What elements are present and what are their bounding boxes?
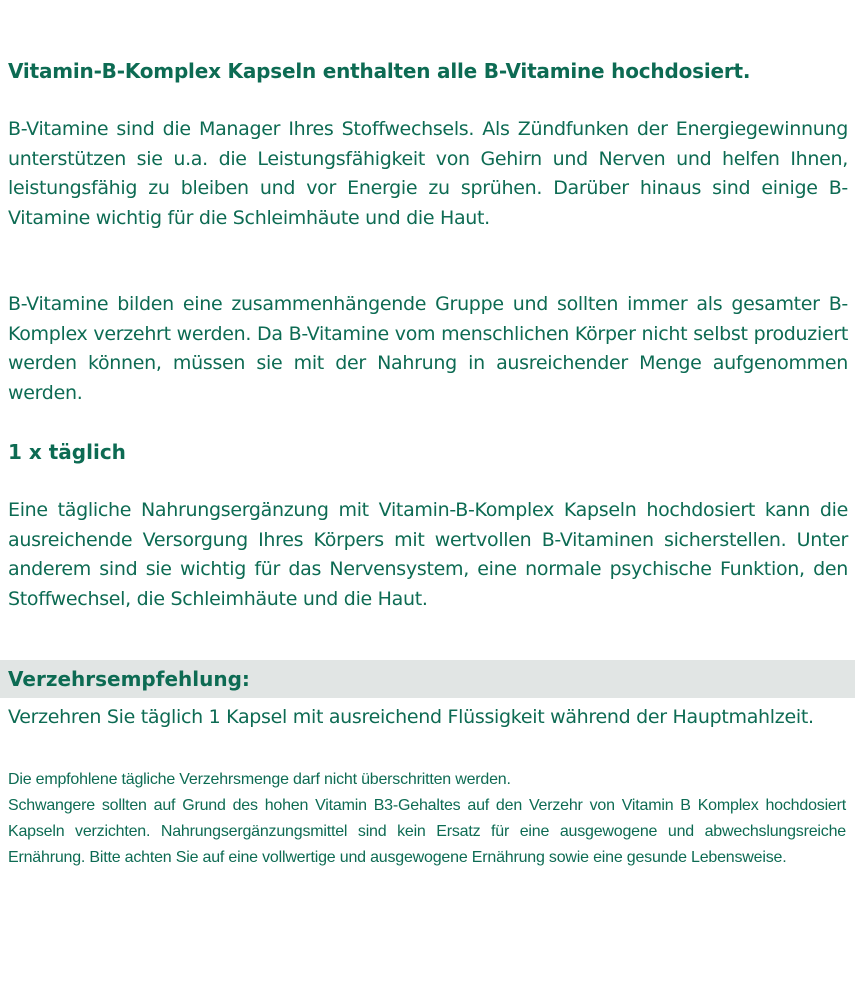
- product-headline: Vitamin-B-Komplex Kapseln enthalten alle B-Vitamine hochdosiert.: [8, 59, 751, 83]
- intake-limit-note: Die empfohlene tägliche Verzehrsmenge darf nicht überschritten werden.: [8, 771, 511, 788]
- intro-paragraph: B-Vitamine sind die Manager Ihres Stoffwechsels. Als Zündfunken der Energiegewinnung unterstützen sie u.a. die Leistungsfähigkeit von Gehirn und Nerven und helfen Ihnen, leistungsfähig zu bleiben und vor Energie zu sprühen. Darüber hinaus sind einige B-Vitamine wichtig für die Schleimhäute und die Haut.: [8, 118, 848, 229]
- recommendation-title: Verzehrsempfehlung:: [8, 667, 250, 691]
- group-paragraph: B-Vitamine bilden eine zusammenhängende Gruppe und sollten immer als gesamter B-Komplex verzehrt werden. Da B-Vitamine vom menschlichen Körper nicht selbst produziert werden können, müssen sie mit der Nahrung in ausreichender Menge aufgenommen werden.: [8, 293, 848, 404]
- dosage-heading: 1 x täglich: [8, 440, 126, 464]
- recommendation-header-bar: [0, 660, 855, 698]
- recommendation-text: Verzehren Sie täglich 1 Kapsel mit ausreichend Flüssigkeit während der Hauptmahlzeit.: [8, 706, 814, 728]
- daily-paragraph: Eine tägliche Nahrungsergänzung mit Vitamin-B-Komplex Kapseln hochdosiert kann die ausreichende Versorgung Ihres Körpers mit wertvollen B-Vitaminen sicherstellen. Unter anderem sind sie wichtig für das Nervensystem, eine normale psychische Funktion, den Stoffwechsel, die Schleimhäute und die Haut.: [8, 499, 848, 610]
- pregnancy-warning-note: Schwangere sollten auf Grund des hohen Vitamin B3-Gehaltes auf den Verzehr von Vitamin B Komplex hochdosiert Kapseln verzichten. Nahrungsergänzungsmittel sind kein Ersatz für eine ausgewogene und abwechslungsreiche Ernährung. Bitte achten Sie auf eine vollwertige und ausgewogene Ernährung sowie eine gesunde Lebensweise.: [8, 797, 846, 866]
